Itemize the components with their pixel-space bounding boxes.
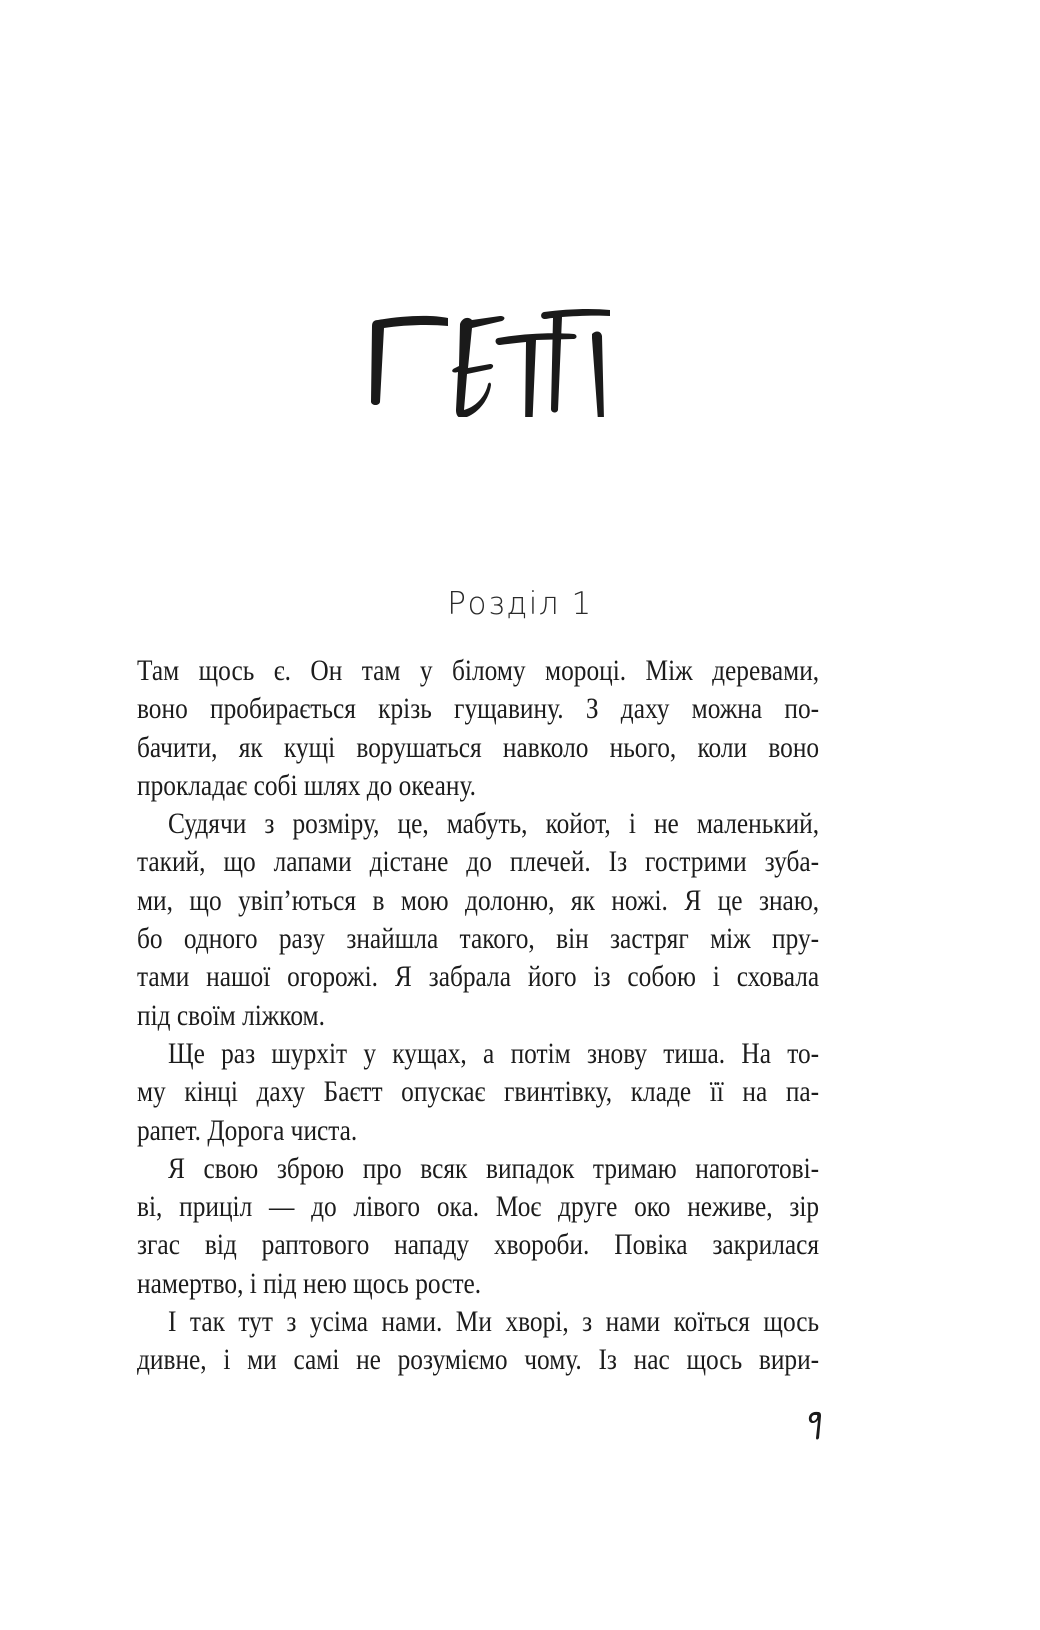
text-line: І так тут з усіма нами. Ми хворі, з нами коїться щось xyxy=(168,1306,820,1339)
text-line: такий, що лапами дістане до плечей. Із гострими зуба- xyxy=(137,846,820,879)
text-line: Судячи з розміру, це, мабуть, койот, і не маленький, xyxy=(168,808,820,841)
text-line: під своїм ліжком. xyxy=(137,999,325,1032)
text-line: бо одного разу знайшла такого, він застряг між пру- xyxy=(137,923,820,956)
text-line: тами нашої огорожі. Я забрала його із собою і сховала xyxy=(137,961,820,994)
text-line: ві, приціл — до лівого ока. Моє друге око неживе, зір xyxy=(137,1191,820,1224)
text-line: Там щось є. Он там у білому мороці. Між деревами, xyxy=(137,655,820,687)
text-line: Я свою зброю про всяк випадок тримаю напоготові- xyxy=(168,1152,820,1185)
text-line: згас від раптового нападу хвороби. Повіка закрилася xyxy=(137,1229,820,1262)
chapter-heading: Розділ 1 xyxy=(447,586,593,622)
story-title xyxy=(360,282,610,417)
text-line: Ще раз шурхіт у кущах, а потім знову тиша. На то- xyxy=(168,1037,820,1070)
text-line: воно пробирається крізь гущавину. З даху можна по- xyxy=(137,693,820,726)
text-line: рапет. Дорога чиста. xyxy=(137,1114,358,1147)
brush-page-number xyxy=(804,1408,824,1442)
brush-title-lettering xyxy=(360,282,610,417)
text-line: прокладає собі шлях до океану. xyxy=(137,769,476,802)
text-line: му кінці даху Баєтт опускає гвинтівку, кладе її на па- xyxy=(137,1076,820,1109)
text-line: намертво, і під нею щось росте. xyxy=(137,1267,482,1300)
text-line: дивне, і ми самі не розуміємо чому. Із нас щось вири- xyxy=(137,1344,820,1377)
page-number xyxy=(804,1408,824,1442)
chapter-body-text xyxy=(137,652,819,1380)
text-line: ми, що увіп’ються в мою долоню, як ножі. Я це знаю, xyxy=(137,884,820,917)
text-line: бачити, як кущі ворушаться навколо нього, коли воно xyxy=(137,731,820,764)
